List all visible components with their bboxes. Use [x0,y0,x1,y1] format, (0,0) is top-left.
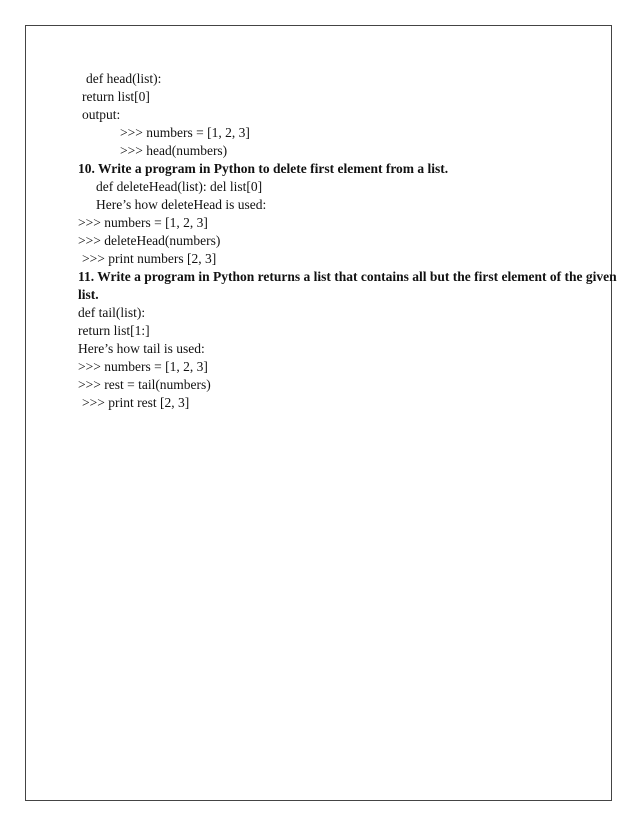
code-line: >>> rest = tail(numbers) [78,377,211,392]
question-heading: 10. Write a program in Python to delete first element from a list. [78,161,449,176]
body-text: Here’s how tail is used: [78,341,205,356]
question-heading: list. [78,287,99,302]
code-line: >>> print numbers [2, 3] [82,251,217,266]
code-line: output: [82,107,121,122]
code-line: >>> head(numbers) [120,143,228,158]
page-border [25,25,612,801]
code-line: def deleteHead(list): del list[0] [96,179,263,194]
question-heading: 11. Write a program in Python returns a list that contains all but the first element of the given [78,269,617,284]
code-line: return list[1:] [78,323,150,338]
code-line: def tail(list): [78,305,146,320]
code-line: >>> deleteHead(numbers) [78,233,221,248]
code-line: >>> numbers = [1, 2, 3] [78,359,208,374]
code-line: >>> numbers = [1, 2, 3] [78,215,208,230]
code-line: >>> print rest [2, 3] [82,395,190,410]
code-line: >>> numbers = [1, 2, 3] [120,125,250,140]
code-line: return list[0] [82,89,150,104]
body-text: Here’s how deleteHead is used: [96,197,267,212]
code-line: def head(list): [86,71,162,86]
